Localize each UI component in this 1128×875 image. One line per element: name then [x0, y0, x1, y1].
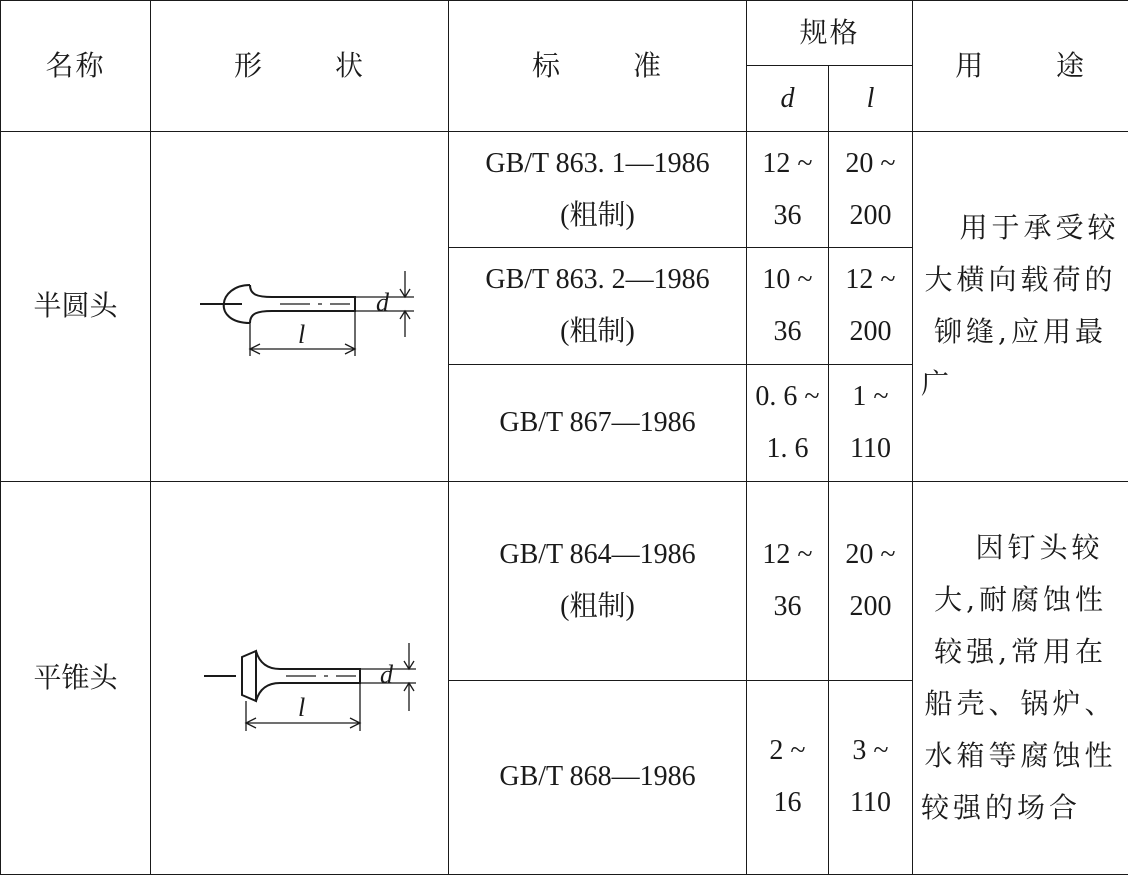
usage-line: 较强,常用在: [934, 634, 1107, 668]
spec-l-cell: [829, 365, 913, 482]
standard-note: (粗制): [560, 199, 635, 231]
standard-cell: [449, 248, 747, 365]
spec-l-cell: [829, 680, 913, 874]
spec-l-to: 200: [849, 199, 892, 231]
spec-d-to: 36: [773, 590, 802, 622]
usage-line: 用最广: [921, 315, 1107, 401]
standard-code: GB/T 863. 1—1986: [485, 147, 710, 179]
spec-d-to: 36: [773, 316, 802, 348]
spec-d-cell: [747, 131, 829, 248]
spec-l-to: 110: [850, 787, 891, 819]
usage-line: 较大横向载: [924, 211, 1120, 297]
usage-line: 船壳、锅炉、: [924, 686, 1117, 720]
usage-line: 合: [1049, 790, 1082, 824]
usage-line: 荷的铆缝,应: [934, 263, 1117, 349]
spec-l-to: 200: [849, 590, 892, 622]
spec-l-cell: [829, 481, 913, 680]
spec-l-to: 200: [849, 316, 892, 348]
standard-cell: [449, 131, 747, 248]
usage-line: 性较强的场: [921, 738, 1117, 824]
spec-d-to: 1. 6: [766, 432, 809, 464]
spec-l-from: 20 ~: [845, 147, 896, 179]
spec-l-from: 12 ~: [845, 264, 896, 296]
dim-l-label: l: [297, 692, 305, 722]
spec-d-from: 10 ~: [762, 264, 813, 296]
standard-note: (粗制): [560, 316, 635, 348]
rivet-name: 平锥头: [1, 481, 151, 874]
spec-l-from: 20 ~: [845, 538, 896, 570]
dim-d-label: d: [379, 659, 393, 689]
round-head-rivet-icon: [180, 231, 420, 381]
spec-d-cell: [747, 481, 829, 680]
flat-cone-head-rivet-icon: [180, 603, 420, 753]
header-spec: 规格: [747, 1, 913, 66]
usage-cell: [913, 481, 1128, 874]
header-standard: 标 准: [449, 1, 747, 132]
header-usage: 用 途: [913, 1, 1128, 132]
header-spec-l: l: [829, 66, 913, 131]
usage-cell: [913, 131, 1128, 481]
standard-cell: [449, 680, 747, 874]
spec-l-from: 1 ~: [852, 380, 889, 412]
header-row: [1, 1, 1128, 66]
standard-cell: [449, 365, 747, 482]
spec-l-cell: [829, 131, 913, 248]
spec-l-to: 110: [850, 432, 891, 464]
standard-code: GB/T 863. 2—1986: [485, 264, 710, 296]
usage-line: 因钉头较: [975, 530, 1104, 564]
spec-l-from: 3 ~: [852, 735, 889, 767]
shape-cell: [151, 131, 449, 481]
header-shape: 形 状: [151, 1, 449, 132]
spec-d-from: 12 ~: [762, 147, 813, 179]
dim-l-label: l: [297, 320, 305, 350]
header-name: 名称: [1, 1, 151, 132]
spec-d-from: 2 ~: [769, 735, 806, 767]
standard-code: GB/T 864—1986: [499, 538, 696, 570]
usage-line: 水箱等腐蚀: [924, 738, 1085, 772]
standard-code: GB/T 868—1986: [499, 761, 696, 793]
table-row: [1, 131, 1128, 248]
usage-line: 大,耐腐蚀性: [934, 582, 1107, 616]
spec-d-to: 36: [773, 199, 802, 231]
standard-cell: [449, 481, 747, 680]
spec-d-cell: [747, 365, 829, 482]
usage-line: 用于承受: [959, 211, 1088, 245]
header-spec-d: d: [747, 66, 829, 131]
spec-d-cell: [747, 248, 829, 365]
rivet-name: 半圆头: [1, 131, 151, 481]
standard-note: (粗制): [560, 590, 635, 622]
spec-d-from: 12 ~: [762, 538, 813, 570]
dim-d-label: d: [375, 288, 389, 318]
standard-code: GB/T 867—1986: [499, 406, 696, 438]
table-row: [1, 481, 1128, 680]
spec-d-cell: [747, 680, 829, 874]
spec-d-from: 0. 6 ~: [755, 380, 820, 412]
shape-cell: [151, 481, 449, 874]
spec-d-to: 16: [773, 787, 802, 819]
spec-l-cell: [829, 248, 913, 365]
